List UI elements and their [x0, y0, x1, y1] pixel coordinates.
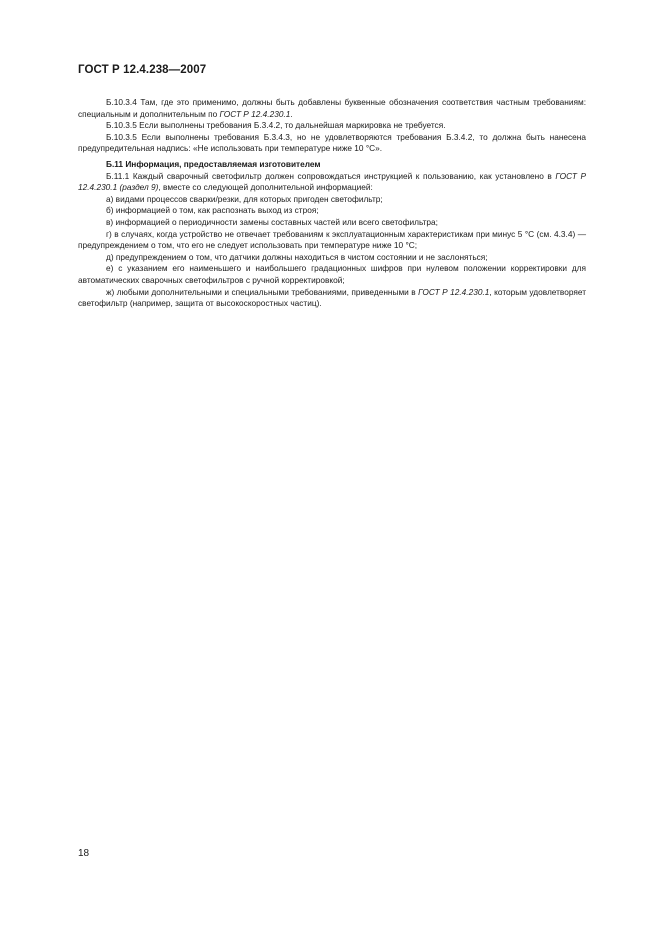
- paragraph-text: , которым удовлетворяет светофильтр (например, защита от высокоскоростных частиц).: [78, 286, 587, 309]
- standard-reference: ГОСТ Р 12.4.230.1: [418, 286, 490, 297]
- list-item-d: д) предупреждением о том, что датчики должны находиться в чистом состоянии и не заслоняться;: [106, 251, 488, 262]
- document-header: ГОСТ Р 12.4.238—2007: [78, 64, 207, 76]
- paragraph-text: Б.10.3.4 Там, где это применимо, должны быть добавлены буквенные обозначения соответствия частным требованиям: специальным и дополнительным по: [78, 97, 586, 119]
- paragraph-text: .: [290, 108, 293, 119]
- paragraph-b-11-1: [78, 171, 586, 194]
- list-item-b: б) информацией о том, как распознать выход из строя;: [106, 205, 319, 216]
- standard-reference: ГОСТ Р 12.4.230.1 (раздел 9): [78, 170, 586, 193]
- paragraph-text: Б.11.1 Каждый сварочный светофильтр должен сопровождаться инструкцией к пользованию, как установлено в: [106, 170, 556, 181]
- paragraph-b-10-3-4: [78, 97, 586, 120]
- page-number: 18: [78, 848, 90, 859]
- paragraph-b-10-3-5-second: Б.10.3.5 Если выполнены требования Б.3.4.3, но не удовлетворяются требования Б.3.4.2, то должна быть нанесена предупредительная надпись: «Не использовать при температуре ниже 10 °С».: [78, 131, 586, 154]
- paragraph-b-10-3-5-first: Б.10.3.5 Если выполнены требования Б.3.4.2, то дальнейшая маркировка не требуется.: [106, 120, 446, 131]
- list-item-g: г) в случаях, когда устройство не отвечает требованиям к эксплуатационным характеристикам при минус 5 °С (см. 4.3.4) — предупреждением о том, что его не следует использовать при температуре ниже 10 °С;: [78, 228, 586, 251]
- paragraph-text: , вместе со следующей дополнительной информацией:: [158, 182, 373, 193]
- paragraph-text: ж) любыми дополнительными и специальными требованиями, приведенными в: [106, 286, 419, 297]
- standard-reference: ГОСТ Р 12.4.230.1: [219, 108, 291, 119]
- list-item-zh: [78, 287, 586, 310]
- list-item-a: а) видами процессов сварки/резки, для которых пригоден светофильтр;: [106, 193, 383, 204]
- section-title-b-11: Б.11 Информация, предоставляемая изготовителем: [106, 158, 321, 169]
- list-item-e: е) с указанием его наименьшего и наибольшего градационных шифров при нулевом положении корректировки для автоматических сварочных светофильтров с ручной корректировкой;: [78, 263, 586, 285]
- list-item-v: в) информацией о периодичности замены составных частей или всего светофильтра;: [106, 216, 438, 227]
- document-body: [78, 97, 586, 310]
